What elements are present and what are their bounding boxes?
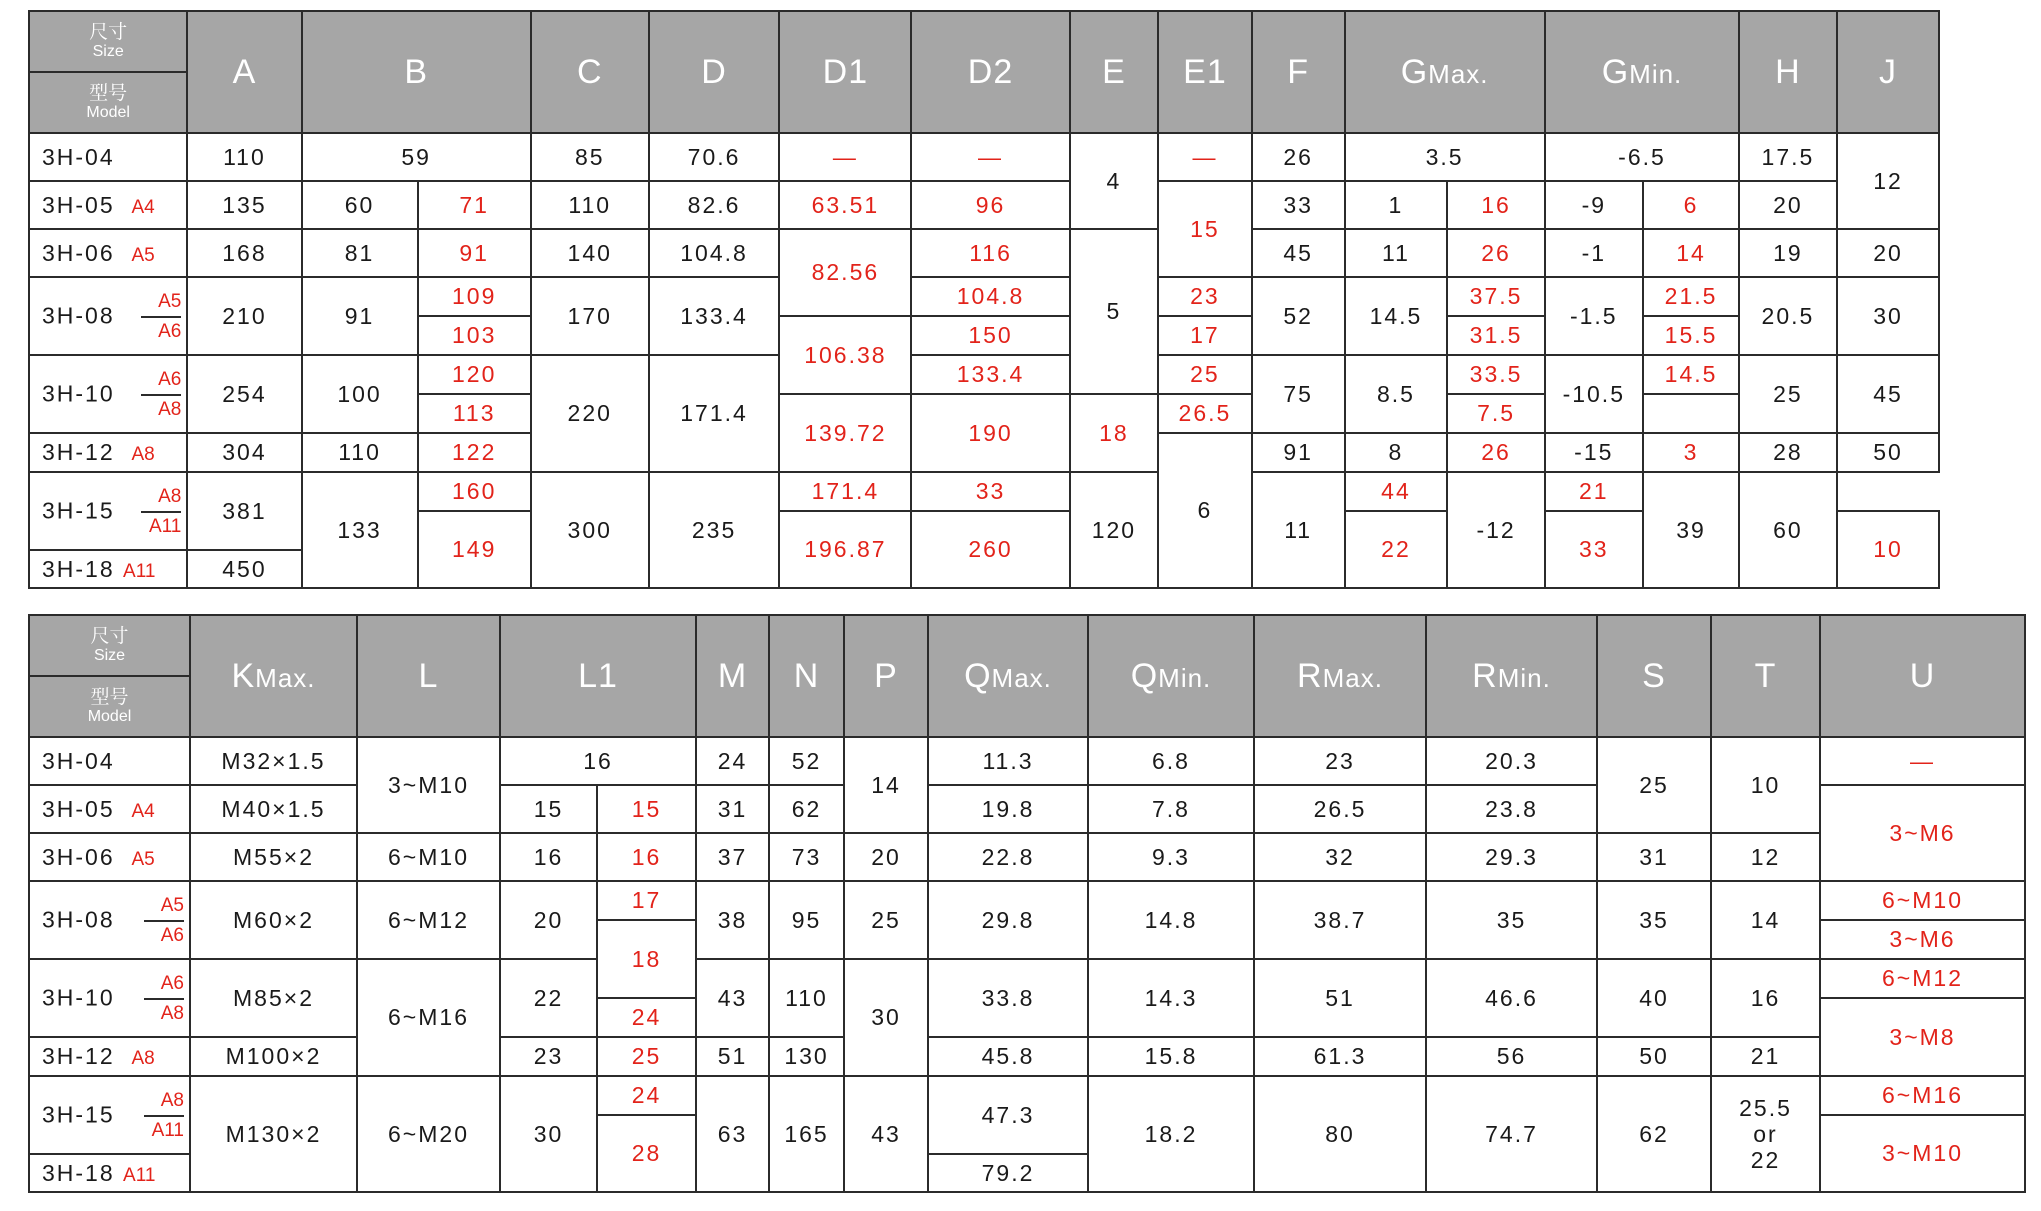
cell: 21: [1545, 472, 1643, 511]
cell: 14.5: [1643, 355, 1739, 394]
model-cell: 3H-10 A6 A8: [29, 355, 187, 433]
cell: 100: [302, 355, 418, 433]
dimension-table-2: [28, 614, 2026, 1193]
cell: M55×2: [190, 833, 357, 881]
cell: 20: [500, 881, 597, 959]
col-d2-header: D2: [911, 11, 1069, 133]
cell: 3~M10: [357, 737, 500, 833]
cell: 6~M12: [357, 881, 500, 959]
cell: 31: [1597, 833, 1711, 881]
col-m-header: M: [696, 615, 769, 737]
cell: 26: [1447, 433, 1544, 472]
cell: 23: [1254, 737, 1426, 785]
cell: 30: [1837, 277, 1940, 355]
cell: 3: [1643, 433, 1739, 472]
table-row: [29, 881, 2025, 920]
cell: 17: [597, 881, 696, 920]
cell: 62: [1597, 1076, 1711, 1192]
cell: 61.3: [1254, 1037, 1426, 1076]
cell: 35: [1426, 881, 1597, 959]
cell: 50: [1597, 1037, 1711, 1076]
col-a-header: A: [187, 11, 301, 133]
cell: 33.5: [1447, 355, 1544, 394]
cell: 4: [1070, 133, 1158, 229]
cell: 81: [302, 229, 418, 277]
model-header: 型号 Model: [29, 676, 190, 737]
cell: 38.7: [1254, 881, 1426, 959]
cell: 14: [1643, 229, 1739, 277]
cell: 16: [1711, 959, 1820, 1037]
cell: 16: [597, 833, 696, 881]
cell: 6~M16: [1820, 1076, 2025, 1115]
cell: 82.56: [779, 229, 911, 316]
cell: 25: [1158, 355, 1252, 394]
cell: 28: [1739, 433, 1836, 472]
cell: 3~M6: [1820, 785, 2025, 881]
cell: 8.5: [1345, 355, 1448, 433]
cell: -1.5: [1545, 277, 1643, 355]
model-cell: 3H-04: [29, 737, 190, 785]
cell: 1: [1345, 181, 1448, 229]
cell: 52: [1252, 277, 1345, 355]
cell: 23: [1158, 277, 1252, 316]
cell: 26: [1447, 229, 1544, 277]
cell: 31.5: [1447, 316, 1544, 355]
model-cell: 3H-05 A4: [29, 785, 190, 833]
table-row: [29, 1037, 2025, 1076]
cell: 23.8: [1426, 785, 1597, 833]
cell: 103: [418, 316, 531, 355]
cell: M85×2: [190, 959, 357, 1037]
col-s-header: S: [1597, 615, 1711, 737]
model-cell: 3H-12 A8: [29, 433, 187, 472]
cell: 23: [500, 1037, 597, 1076]
size-header: 尺寸 Size: [29, 615, 190, 676]
cell: 20.3: [1426, 737, 1597, 785]
cell: 110: [531, 181, 649, 229]
cell: 190: [911, 394, 1069, 472]
col-l-header: L: [357, 615, 500, 737]
cell: -6.5: [1545, 133, 1740, 181]
cell: —: [911, 133, 1069, 181]
cell: 16: [500, 833, 597, 881]
cell: -1: [1545, 229, 1643, 277]
cell: 122: [418, 433, 531, 472]
cell: 15.8: [1088, 1037, 1254, 1076]
cell: 21: [1711, 1037, 1820, 1076]
cell: 63.51: [779, 181, 911, 229]
cell: 20: [1739, 181, 1836, 229]
cell: 45: [1252, 229, 1345, 277]
cell: 5: [1070, 229, 1158, 394]
cell: 47.3: [928, 1076, 1088, 1154]
col-d1-header: D1: [779, 11, 911, 133]
table-row: [29, 355, 2040, 394]
cell: 168: [187, 229, 301, 277]
cell: 133: [302, 472, 418, 588]
cell: 113: [418, 394, 531, 433]
size-header: 尺寸 Size: [29, 11, 187, 72]
cell: M60×2: [190, 881, 357, 959]
dimension-table-1: [28, 10, 2041, 589]
cell: 11: [1252, 472, 1345, 588]
cell: 46.6: [1426, 959, 1597, 1037]
cell: 17.5: [1739, 133, 1836, 181]
table-row: [29, 133, 2040, 181]
cell: 110: [302, 433, 418, 472]
cell: 120: [1070, 472, 1158, 588]
cell: 70.6: [649, 133, 780, 181]
cell: 71: [418, 181, 531, 229]
cell: —: [1158, 133, 1252, 181]
cell: -9: [1545, 181, 1643, 229]
cell: 450: [187, 550, 301, 588]
cell: 51: [696, 1037, 769, 1076]
col-b-header: B: [302, 11, 531, 133]
cell: 110: [187, 133, 301, 181]
col-gmax-header: GMax.: [1345, 11, 1545, 133]
cell: 31: [696, 785, 769, 833]
cell: 75: [1252, 355, 1345, 433]
cell: 74.7: [1426, 1076, 1597, 1192]
cell: 24: [597, 1076, 696, 1115]
cell: 6~M16: [357, 959, 500, 1076]
cell: 19.8: [928, 785, 1088, 833]
cell: 20.5: [1739, 277, 1836, 355]
cell: 3~M10: [1820, 1115, 2025, 1192]
cell: 33: [911, 472, 1069, 511]
cell: 171.4: [649, 355, 780, 472]
cell: 135: [187, 181, 301, 229]
cell: 381: [187, 472, 301, 550]
cell: 106.38: [779, 316, 911, 394]
cell: 6~M10: [1820, 881, 2025, 920]
cell: 14.5: [1345, 277, 1448, 355]
cell: 24: [696, 737, 769, 785]
cell: 95: [769, 881, 844, 959]
table-row: [29, 277, 2040, 316]
cell: 20: [1837, 229, 1940, 277]
model-cell: 3H-18 A11: [29, 550, 187, 588]
cell: 120: [418, 355, 531, 394]
cell: 29.8: [928, 881, 1088, 959]
cell: 24: [597, 998, 696, 1037]
cell: 25.5 or 22: [1711, 1076, 1820, 1192]
cell: M32×1.5: [190, 737, 357, 785]
cell: 25: [597, 1037, 696, 1076]
cell: 7.8: [1088, 785, 1254, 833]
cell: —: [1820, 737, 2025, 785]
cell: 9.3: [1088, 833, 1254, 881]
cell: 7.5: [1447, 394, 1544, 433]
cell: 116: [911, 229, 1069, 277]
cell: 150: [911, 316, 1069, 355]
cell: 14: [1711, 881, 1820, 959]
cell: 15: [500, 785, 597, 833]
cell: 45.8: [928, 1037, 1088, 1076]
cell: 6~M12: [1820, 959, 2025, 998]
cell: 254: [187, 355, 301, 433]
cell: 10: [1837, 511, 1940, 588]
cell: 20: [844, 833, 928, 881]
col-qmax-header: QMax.: [928, 615, 1088, 737]
model-cell: 3H-06 A5: [29, 833, 190, 881]
cell: M40×1.5: [190, 785, 357, 833]
cell: 26.5: [1254, 785, 1426, 833]
cell: 133.4: [649, 277, 780, 355]
table-row: [29, 959, 2025, 998]
col-gmin-header: GMin.: [1545, 11, 1740, 133]
cell: 33.8: [928, 959, 1088, 1037]
cell: 22: [500, 959, 597, 1037]
cell: 110: [769, 959, 844, 1037]
cell: 18: [597, 920, 696, 998]
cell: 29.3: [1426, 833, 1597, 881]
col-rmax-header: RMax.: [1254, 615, 1426, 737]
cell: 104.8: [911, 277, 1069, 316]
cell: 171.4: [779, 472, 911, 511]
cell: 21.5: [1643, 277, 1739, 316]
cell: 14.3: [1088, 959, 1254, 1037]
cell: 40: [1597, 959, 1711, 1037]
col-t-header: T: [1711, 615, 1820, 737]
cell: 139.72: [779, 394, 911, 472]
cell: 104.8: [649, 229, 780, 277]
cell: 96: [911, 181, 1069, 229]
cell: 12: [1711, 833, 1820, 881]
cell: 28: [597, 1115, 696, 1192]
cell: 133.4: [911, 355, 1069, 394]
cell: 25: [844, 881, 928, 959]
cell: 26.5: [1158, 394, 1252, 433]
cell: 15.5: [1643, 316, 1739, 355]
cell: 14.8: [1088, 881, 1254, 959]
cell: 17: [1158, 316, 1252, 355]
cell: 11.3: [928, 737, 1088, 785]
model-cell: 3H-08 A5 A6: [29, 881, 190, 959]
model-cell: 3H-05 A4: [29, 181, 187, 229]
cell: 304: [187, 433, 301, 472]
cell: -12: [1447, 472, 1544, 588]
cell: 33: [1252, 181, 1345, 229]
model-cell: 3H-18 A11: [29, 1154, 190, 1192]
cell: 25: [1597, 737, 1711, 833]
cell: 12: [1837, 133, 1940, 229]
col-n-header: N: [769, 615, 844, 737]
cell: 8: [1345, 433, 1448, 472]
table-row: [29, 737, 2025, 785]
cell: 50: [1837, 433, 1940, 472]
cell: 51: [1254, 959, 1426, 1037]
cell: 260: [911, 511, 1069, 588]
cell: 11: [1345, 229, 1448, 277]
cell: 18.2: [1088, 1076, 1254, 1192]
cell: 79.2: [928, 1154, 1088, 1192]
cell: 16: [500, 737, 696, 785]
col-d-header: D: [649, 11, 780, 133]
cell: 6~M20: [357, 1076, 500, 1192]
cell: 52: [769, 737, 844, 785]
cell: 235: [649, 472, 780, 588]
cell: 18: [1070, 394, 1158, 472]
cell: 19: [1739, 229, 1836, 277]
cell: 38: [696, 881, 769, 959]
cell: 45: [1837, 355, 1940, 433]
cell: 196.87: [779, 511, 911, 588]
cell: 6: [1643, 181, 1739, 229]
model-cell: 3H-08 A5 A6: [29, 277, 187, 355]
cell: 39: [1643, 472, 1739, 588]
cell: 220: [531, 355, 649, 472]
cell: 170: [531, 277, 649, 355]
cell: 3.5: [1345, 133, 1545, 181]
cell: 109: [418, 277, 531, 316]
cell: 30: [844, 959, 928, 1076]
cell: 149: [418, 511, 531, 588]
cell: 6.8: [1088, 737, 1254, 785]
col-p-header: P: [844, 615, 928, 737]
model-cell: 3H-15 A8 A11: [29, 472, 187, 550]
cell: 60: [1739, 472, 1836, 588]
cell: 43: [696, 959, 769, 1037]
table-row: [29, 229, 2040, 277]
cell: 25: [1739, 355, 1836, 433]
cell: 22.8: [928, 833, 1088, 881]
col-h-header: H: [1739, 11, 1836, 133]
model-cell: 3H-15 A8 A11: [29, 1076, 190, 1154]
table-row: [29, 1076, 2025, 1115]
col-f-header: F: [1252, 11, 1345, 133]
cell: 10: [1711, 737, 1820, 833]
cell: 73: [769, 833, 844, 881]
cell: 16: [1447, 181, 1544, 229]
cell: 14: [844, 737, 928, 833]
cell: 33: [1545, 511, 1643, 588]
cell: 6: [1158, 433, 1252, 588]
cell: 30: [500, 1076, 597, 1192]
col-e1-header: E1: [1158, 11, 1252, 133]
cell: 26: [1252, 133, 1345, 181]
table-row: [29, 472, 2040, 511]
cell: 63: [696, 1076, 769, 1192]
col-c-header: C: [531, 11, 649, 133]
cell: 32: [1254, 833, 1426, 881]
cell: 62: [769, 785, 844, 833]
cell: 85: [531, 133, 649, 181]
col-j-header: J: [1837, 11, 1940, 133]
cell: 3~M8: [1820, 998, 2025, 1076]
table-row: [29, 181, 2040, 229]
cell: 43: [844, 1076, 928, 1192]
cell: 59: [302, 133, 531, 181]
cell: 37.5: [1447, 277, 1544, 316]
model-header: 型号 Model: [29, 72, 187, 133]
cell: 82.6: [649, 181, 780, 229]
cell: 140: [531, 229, 649, 277]
cell: 160: [418, 472, 531, 511]
cell: 15: [597, 785, 696, 833]
col-qmin-header: QMin.: [1088, 615, 1254, 737]
cell: 300: [531, 472, 649, 588]
cell: —: [779, 133, 911, 181]
model-cell: 3H-04: [29, 133, 187, 181]
cell: 3~M6: [1820, 920, 2025, 959]
cell: M130×2: [190, 1076, 357, 1192]
cell: 60: [302, 181, 418, 229]
cell: -15: [1545, 433, 1643, 472]
cell: 91: [418, 229, 531, 277]
cell: 91: [302, 277, 418, 355]
cell: 91: [1252, 433, 1345, 472]
cell: 35: [1597, 881, 1711, 959]
col-e-header: E: [1070, 11, 1158, 133]
model-cell: 3H-10 A6 A8: [29, 959, 190, 1037]
cell: -10.5: [1545, 355, 1643, 433]
col-rmin-header: RMin.: [1426, 615, 1597, 737]
cell: 37: [696, 833, 769, 881]
cell: 6~M10: [357, 833, 500, 881]
cell: 56: [1426, 1037, 1597, 1076]
table-row: [29, 833, 2025, 881]
cell: 165: [769, 1076, 844, 1192]
col-kmax-header: KMax.: [190, 615, 357, 737]
model-cell: 3H-12 A8: [29, 1037, 190, 1076]
cell: 80: [1254, 1076, 1426, 1192]
col-l1-header: L1: [500, 615, 696, 737]
cell: 130: [769, 1037, 844, 1076]
col-u-header: U: [1820, 615, 2025, 737]
model-cell: 3H-06 A5: [29, 229, 187, 277]
cell: 44: [1345, 472, 1448, 511]
cell: M100×2: [190, 1037, 357, 1076]
cell: 210: [187, 277, 301, 355]
cell: 15: [1158, 181, 1252, 277]
cell: 22: [1345, 511, 1448, 588]
